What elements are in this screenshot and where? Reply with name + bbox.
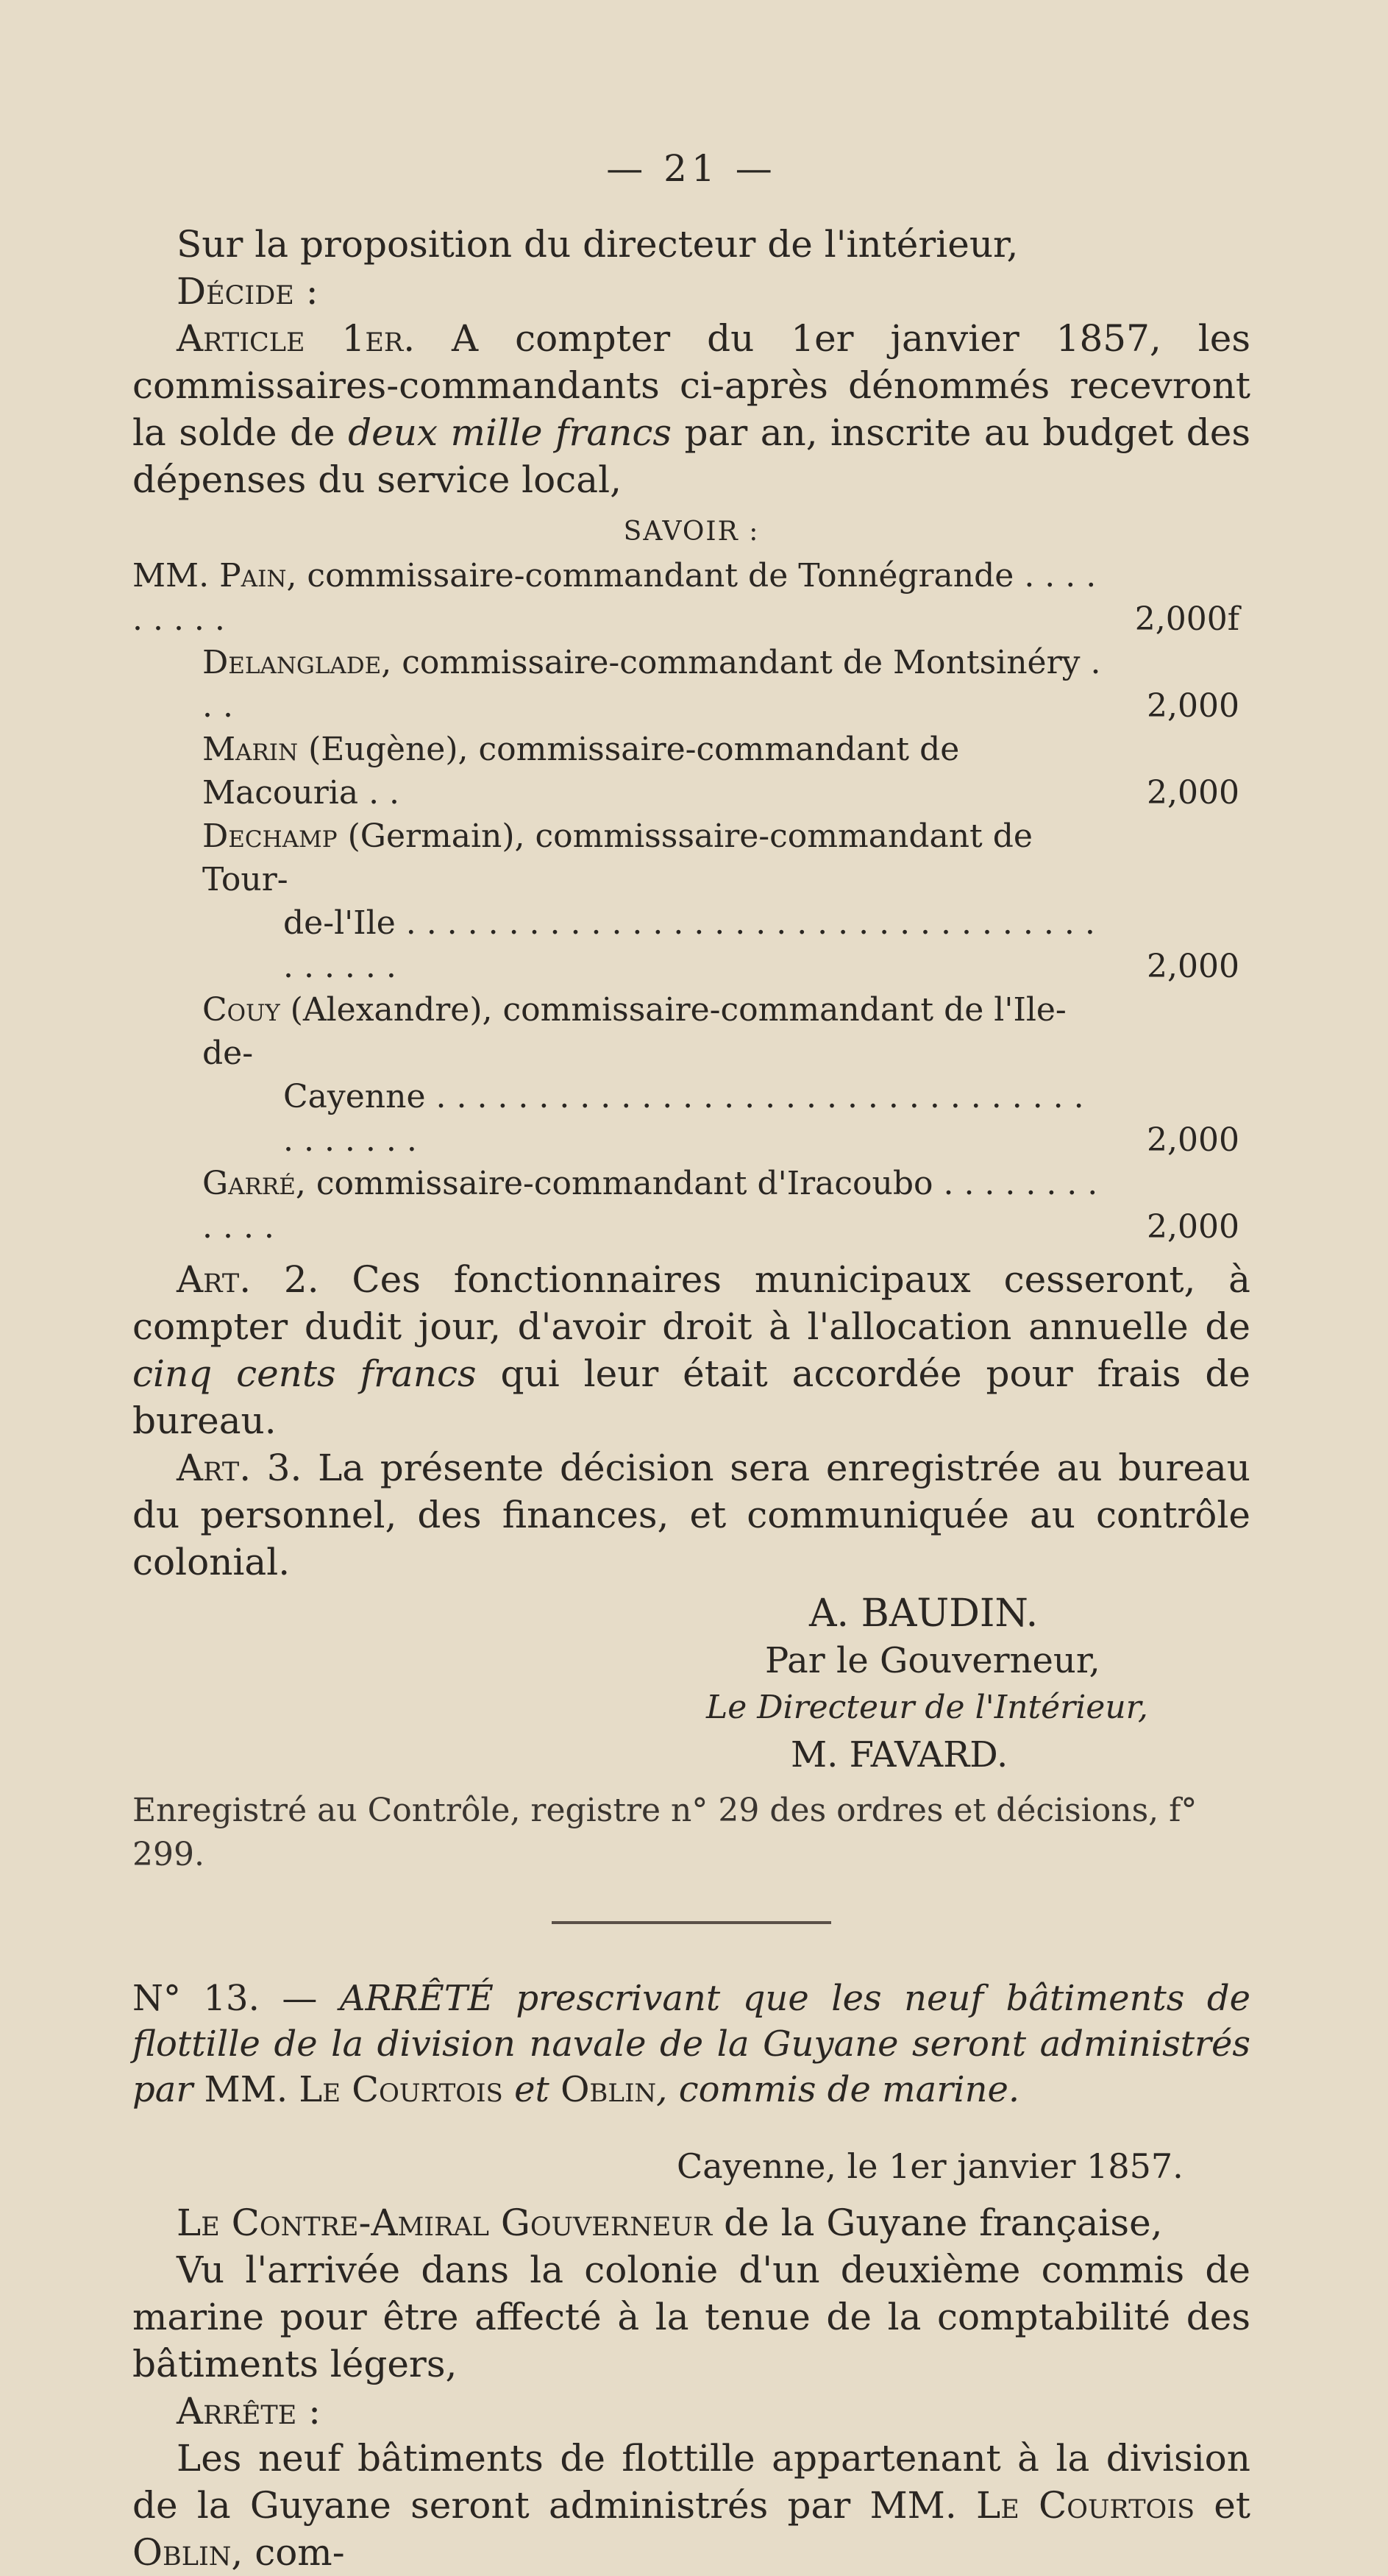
article-3 [132,1444,1250,1586]
text-block [132,147,1250,2576]
signatory-line-2: Le Directeur de l'Intérieur, [706,1689,1148,1726]
list-role: (Germain), commisssaire-commandant de Tour- [202,817,1033,898]
leader-dots: . . [358,774,400,812]
arrete-body [132,2435,1250,2576]
governor-rest: de la Guyane française, [712,2201,1163,2244]
list-item [132,728,1250,815]
list-name: Couy [202,991,280,1029]
list-prefix: MM. [132,557,220,595]
list-name: Marin [202,731,299,768]
article-2-text-a: Ces fonctionnaires municipaux cesseront, à compter dudit jour, d'avoir droit à l'allocation annuelle de [132,1258,1250,1348]
list-role: , commissaire-commandant de Montsinéry [381,644,1081,681]
leader-dots: . . . . . . . . . [132,557,1097,638]
list-item [132,1162,1250,1249]
decision-intro: Sur la proposition du directeur de l'intérieur, [177,223,1019,266]
signature-block [132,1590,1250,1778]
article-2-text-b: qui leur était accordée pour frais de bureau. [132,1352,1250,1442]
article-2 [132,1256,1250,1444]
list-item [132,988,1250,1162]
arrete-body-b: , com- [231,2531,345,2574]
section-divider [552,1921,831,1924]
signatory-line-1: Par le Gouverneur, [765,1640,1100,1681]
page-number: — 21 — [606,147,777,190]
article-2-emphasis: cinq cents francs [132,1352,477,1395]
list-continuation-text: Cayenne [283,1078,426,1115]
arrete-heading [132,1976,1250,2112]
signatory-name: A. BAUDIN. [809,1592,1039,1636]
list-name: Dechamp [202,817,338,855]
governor-line [132,2199,1250,2246]
arrete-title-a: ARRÊTÉ prescrivant que les neuf bâtiments de flottille de la division navale de la Guyane seront administrés par [132,1978,1250,2110]
list-name: Garré [202,1165,296,1202]
arrete-title-b: , commis de marine. [656,2069,1020,2110]
arrete-and: et [502,2069,561,2110]
savoir-heading: SAVOIR : [623,517,760,547]
list-amount: 2,000 [1147,687,1239,725]
list-name: Delanglade [202,644,382,681]
arrete-body-name-1: Le Courtois [976,2484,1195,2527]
list-role: , commissaire-commandant d'Iracoubo [295,1165,933,1202]
arrete-name-2: Oblin [560,2069,657,2110]
article-1-text-b: par an, inscrite au budget des dépenses du service local, [132,411,1251,501]
leader-dots: . . . . . . . . . . . . [202,1165,1098,1246]
list-continuation-text: de-l'Ile [283,904,396,942]
list-item [132,554,1250,641]
governor-title: Le Contre-Amiral Gouverneur [177,2201,713,2244]
list-amount: 2,000f [1134,600,1239,638]
list-name: Pain [219,557,287,595]
article-2-label: Art. 2. [177,1258,319,1301]
article-1-label: Article 1er. [177,317,416,360]
list-role: , commissaire-commandant de Tonnégrande [286,557,1014,595]
article-1-emphasis: deux mille francs [348,411,672,454]
list-amount: 2,000 [1147,1208,1239,1246]
decide-label: Décide : [177,270,318,313]
list-role: (Eugène), commissaire-commandant de Macouria [202,731,960,812]
list-item [132,641,1250,728]
arrete-body-name-2: Oblin [132,2531,232,2574]
vu-paragraph: Vu l'arrivée dans la colonie d'un deuxième commis de marine pour être affecté à la tenue de la comptabilité des bâtiments légers, [132,2249,1250,2385]
list-continuation [202,1075,1103,1162]
arrete-body-and: et [1195,2484,1250,2527]
arrete-number: N° 13. — [132,1978,340,2019]
arrete-label: Arrête : [177,2390,321,2433]
article-3-label: Art. 3. [177,1447,302,1489]
list-role: (Alexandre), commissaire-commandant de l'Ile-de- [202,991,1067,1072]
list-item [132,815,1250,988]
registration-note: Enregistré au Contrôle, registre n° 29 des ordres et décisions, f° 299. [132,1792,1197,1873]
leader-dots: . . . [202,644,1101,725]
leader-dots: . . . . . . . . . . . . . . . . . . . . . . . . . . . . . . . . . . . . . . . [283,1078,1084,1159]
arrete-title-names-a: MM. [204,2069,299,2110]
leader-dots: . . . . . . . . . . . . . . . . . . . . . . . . . . . . . . . . . . . . . . . . [283,904,1095,985]
article-1-text-a: A compter du 1er janvier 1857, les commissaires-commandants ci-après dénommés recevront la solde de [132,317,1250,454]
arrete-name-1: Le Courtois [299,2069,503,2110]
signatory-line-3: M. FAVARD. [791,1734,1008,1775]
article-1 [132,315,1250,503]
article-3-text: La présente décision sera enregistrée au bureau du personnel, des finances, et communiquée au contrôle colonial. [132,1447,1251,1583]
list-amount: 2,000 [1147,774,1239,812]
list-continuation [202,901,1103,988]
list-amount: 2,000 [1147,948,1239,985]
arrete-body-a: Les neuf bâtiments de flottille appartenant à la division de la Guyane seront administrés par MM. [132,2437,1250,2527]
commissioner-list [132,554,1250,1249]
dateline: Cayenne, le 1er janvier 1857. [677,2146,1184,2186]
list-amount: 2,000 [1147,1121,1239,1159]
